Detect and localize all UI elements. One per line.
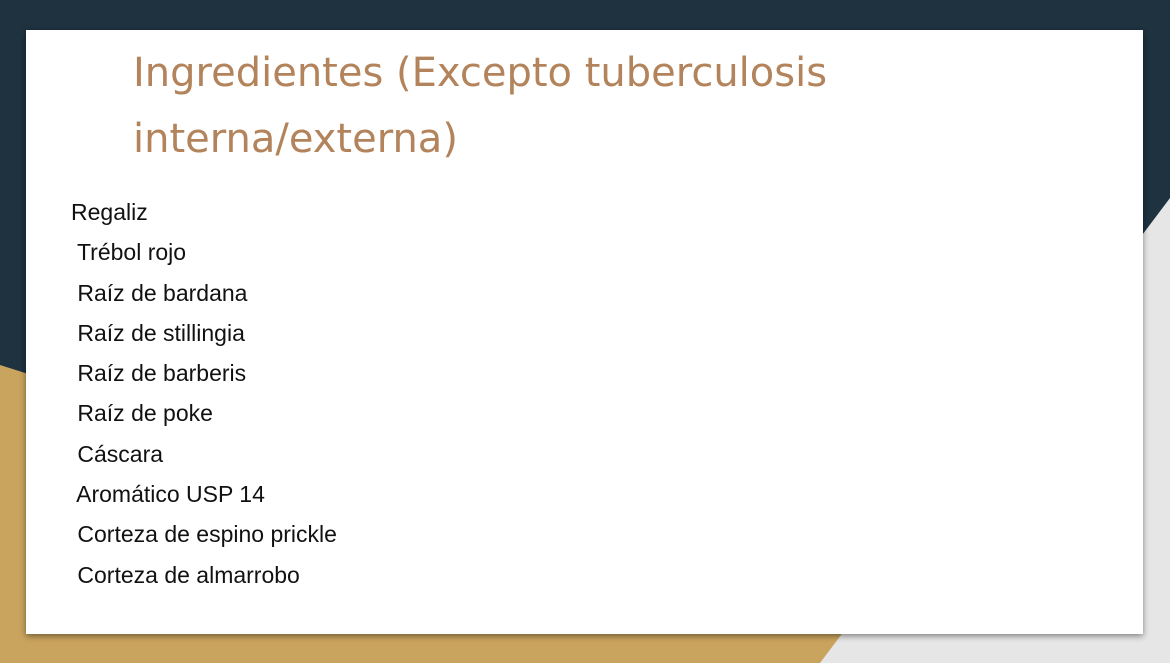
list-item: Corteza de almarrobo bbox=[71, 561, 300, 588]
list-item: Raíz de stillingia bbox=[71, 319, 245, 346]
list-item: Cáscara bbox=[71, 440, 164, 467]
list-item: Raíz de bardana bbox=[71, 279, 248, 306]
slide bbox=[26, 30, 1143, 634]
list-item: Corteza de espino prickle bbox=[71, 521, 337, 548]
slide-title: Ingredientes (Excepto tuberculosis interna/externa) bbox=[133, 50, 828, 162]
ingredient-list bbox=[71, 192, 337, 595]
list-item: Trébol rojo bbox=[71, 239, 187, 266]
list-item: Raíz de poke bbox=[71, 400, 213, 427]
list-item: Raíz de barberis bbox=[71, 360, 247, 387]
list-item: Regaliz bbox=[71, 199, 148, 225]
list-item: Aromático USP 14 bbox=[71, 481, 265, 508]
